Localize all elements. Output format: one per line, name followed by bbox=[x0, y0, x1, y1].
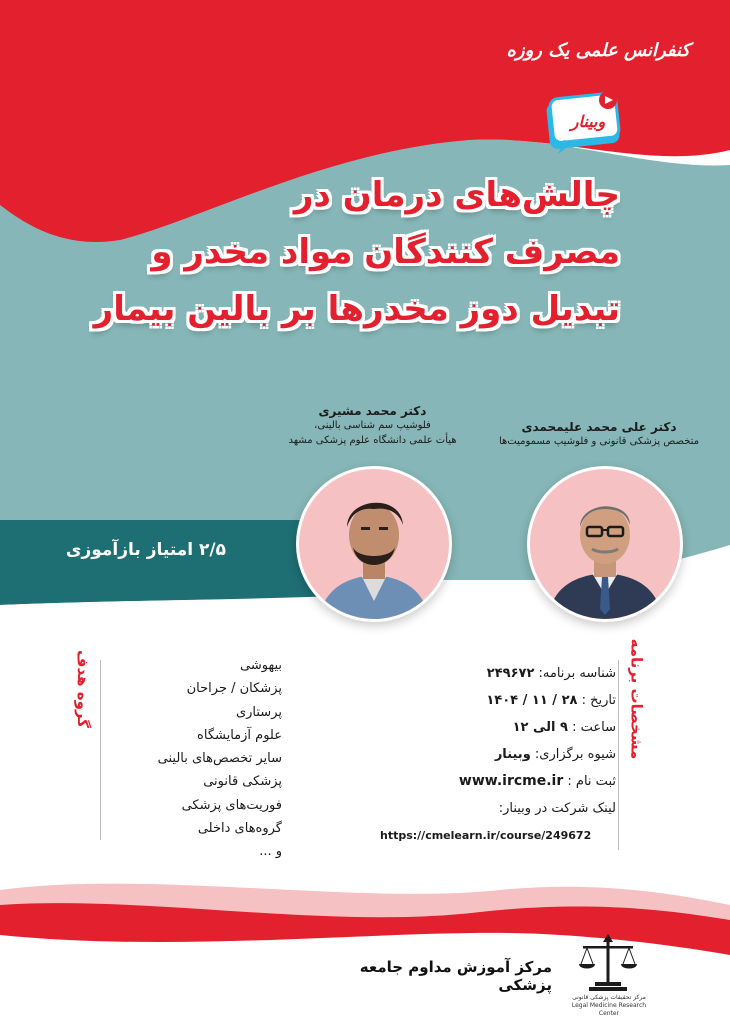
speaker-1-info bbox=[484, 420, 714, 449]
target-list bbox=[112, 654, 282, 864]
list-item: سایر تخصص‌های بالینی bbox=[157, 751, 282, 767]
webinar-label: وبینار bbox=[570, 112, 606, 131]
webinar-link[interactable]: https://cmelearn.ir/course/249672 bbox=[380, 829, 592, 842]
specs-divider bbox=[618, 660, 619, 850]
date-row bbox=[380, 687, 616, 714]
time-row bbox=[380, 714, 616, 741]
speaker-2-info bbox=[255, 404, 490, 448]
title-line-1: چالش‌های درمان در bbox=[293, 175, 620, 215]
cme-credits: ۲/۵ امتیاز بازآموزی bbox=[65, 540, 226, 560]
date-value: ۲۸ / ۱۱ / ۱۴۰۴ bbox=[486, 693, 578, 708]
register-link[interactable]: www.ircme.ir bbox=[458, 773, 564, 789]
list-item: پزشکان / جراحان bbox=[186, 681, 282, 697]
list-item: پرستاری bbox=[235, 704, 282, 720]
mode-value: وبینار bbox=[494, 747, 531, 762]
logo-caption-fa: مرکز تحقیقات پزشکی قانونی bbox=[572, 994, 646, 1001]
mode-row bbox=[380, 741, 616, 768]
target-divider bbox=[100, 660, 101, 840]
link-label-row bbox=[380, 795, 616, 822]
date-label: تاریخ : bbox=[581, 693, 616, 708]
title-line-3: تبدیل دوز مخدرها بر بالین بیمار bbox=[93, 289, 620, 329]
time-value: ۹ الی ۱۲ bbox=[512, 720, 568, 735]
program-id-value: ۲۴۹۶۷۲ bbox=[486, 666, 535, 681]
speaker-2-role-2: هیأت علمی دانشگاه علوم پزشکی مشهد bbox=[288, 435, 457, 446]
speaker-2-portrait-icon bbox=[299, 469, 449, 619]
speaker-1-role: متخصص پزشکی قانونی و فلوشیپ مسمومیت‌ها bbox=[498, 436, 700, 447]
center-name: مرکز آموزش مداوم جامعه پزشکی bbox=[359, 958, 552, 994]
webinar-link-label: لینک شرکت در وبینار: bbox=[498, 801, 616, 816]
specs-heading-text: مشخصات برنامه bbox=[627, 638, 646, 760]
program-id-label: شناسه برنامه: bbox=[538, 666, 616, 681]
list-item: گروه‌های داخلی bbox=[197, 821, 282, 837]
list-item: فوریت‌های پزشکی bbox=[181, 797, 282, 813]
program-specs bbox=[380, 660, 616, 849]
scales-of-justice-logo-icon bbox=[573, 930, 643, 994]
speaker-2-role-1: فلوشیپ سم شناسی بالینی، bbox=[314, 420, 431, 431]
speaker-1-photo bbox=[527, 466, 683, 622]
list-item: بیهوشی bbox=[240, 658, 282, 673]
list-item: پزشکی قانونی bbox=[203, 774, 282, 790]
time-label: ساعت : bbox=[572, 720, 616, 735]
speaker-1-portrait-icon bbox=[530, 469, 680, 619]
program-id-row bbox=[380, 660, 616, 687]
register-label: ثبت نام : bbox=[567, 774, 616, 789]
speaker-2-photo bbox=[296, 466, 452, 622]
title-line-2: مصرف کنندگان مواد مخدر و bbox=[151, 232, 620, 272]
conference-title: کنفرانس علمی یک روزه bbox=[506, 40, 690, 61]
list-item: علوم آزمایشگاه bbox=[197, 727, 282, 743]
mode-label: شیوه برگزاری: bbox=[534, 747, 616, 762]
list-item: و ... bbox=[259, 844, 282, 860]
logo-caption-en: Legal Medicine Research Center bbox=[571, 1002, 647, 1017]
speaker-2-name: دکتر محمد مشیری bbox=[318, 404, 427, 418]
target-heading-text: گروه هدف bbox=[73, 650, 92, 728]
register-row bbox=[380, 768, 616, 795]
speaker-1-name: دکتر علی محمد علیمحمدی bbox=[521, 420, 677, 434]
logo-caption bbox=[568, 994, 650, 1018]
